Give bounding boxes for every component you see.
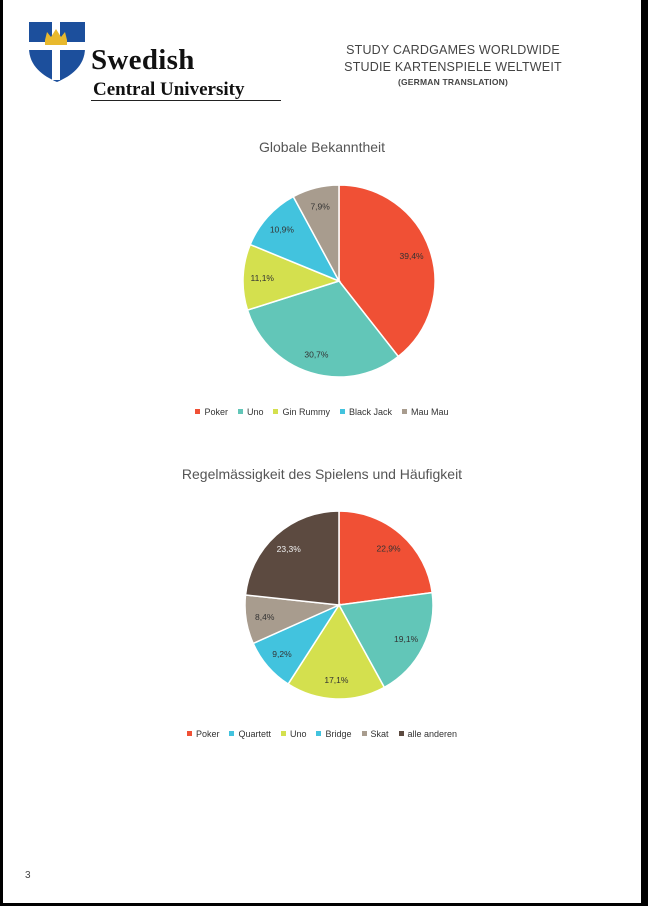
chart-2-data-label-3: 9,2% xyxy=(272,649,292,660)
chart-2-data-label-0: 22,9% xyxy=(376,543,401,554)
chart-1-title: Globale Bekanntheit xyxy=(258,139,386,155)
chart-2-legend-item-3 xyxy=(316,729,351,739)
chart-1-legend-item-3 xyxy=(340,407,392,417)
logo-underline xyxy=(91,100,281,101)
document-page xyxy=(3,0,641,903)
chart-2-legend-label-5: alle anderen xyxy=(407,729,458,739)
chart-2-title: Regelmässigkeit des Spielens und Häufigkeit xyxy=(181,466,463,482)
chart-1-legend-item-2 xyxy=(273,407,330,417)
chart-2-legend xyxy=(3,729,641,739)
chart-1-legend-swatch-1 xyxy=(238,409,243,414)
chart-2-legend-label-0: Poker xyxy=(195,729,220,739)
chart-1-legend-swatch-4 xyxy=(402,409,407,414)
chart-2-legend-label-4: Skat xyxy=(370,729,389,739)
chart-2-legend-swatch-3 xyxy=(316,731,321,736)
chart-1-legend-label-3: Black Jack xyxy=(349,407,393,417)
page-number: 3 xyxy=(25,870,31,881)
chart-2-legend-label-2: Uno xyxy=(289,729,307,739)
chart-2-legend-swatch-1 xyxy=(229,731,234,736)
chart-1-legend-item-0 xyxy=(195,407,228,417)
chart-1-legend-label-4: Mau Mau xyxy=(411,407,449,417)
chart-1-legend-label-0: Poker xyxy=(204,407,228,417)
chart-1-legend-swatch-3 xyxy=(340,409,345,414)
chart-1-legend-label-2: Gin Rummy xyxy=(282,407,330,417)
chart-1-data-label-0: 39,4% xyxy=(399,250,424,261)
chart-2-legend-label-1: Quartett xyxy=(238,729,271,739)
chart-2-legend-label-3: Bridge xyxy=(325,729,352,739)
university-logo xyxy=(27,18,267,104)
chart-2-data-label-4: 8,4% xyxy=(255,611,275,622)
chart-2-data-label-5: 23,3% xyxy=(276,544,301,555)
chart-2-legend-item-4 xyxy=(362,729,389,739)
chart-2-pie xyxy=(3,500,641,710)
chart-2-legend-item-2 xyxy=(281,729,307,739)
study-subtitle: (GERMAN TRANSLATION) xyxy=(397,77,509,87)
chart-1-pie xyxy=(3,170,641,390)
shield-crown-icon xyxy=(27,18,87,84)
chart-2-data-label-1: 19,1% xyxy=(394,633,419,644)
chart-2-legend-item-5 xyxy=(399,729,458,739)
chart-2-legend-item-0 xyxy=(187,729,220,739)
chart-1-data-label-2: 11,1% xyxy=(250,272,275,283)
university-name-line-1: Swedish xyxy=(91,44,195,76)
study-title-block xyxy=(303,42,603,89)
chart-1-legend-label-1: Uno xyxy=(246,407,264,417)
chart-2-legend-item-1 xyxy=(229,729,271,739)
chart-2-slice-0 xyxy=(339,511,432,605)
chart-1-legend-swatch-2 xyxy=(273,409,278,414)
chart-2-data-label-2: 17,1% xyxy=(324,675,349,686)
chart-1-legend-swatch-0 xyxy=(195,409,200,414)
chart-1-data-label-3: 10,9% xyxy=(269,224,294,235)
chart-2-legend-swatch-4 xyxy=(362,731,367,736)
chart-2-legend-swatch-5 xyxy=(399,731,404,736)
chart-2-slice-5 xyxy=(246,511,339,605)
chart-1-legend xyxy=(3,407,641,417)
university-name-line-2: Central University xyxy=(93,79,245,100)
chart-2-legend-swatch-0 xyxy=(187,731,192,736)
chart-1-legend-item-1 xyxy=(238,407,264,417)
study-title-english: STUDY CARDGAMES WORLDWIDE xyxy=(346,43,560,57)
chart-1-legend-item-4 xyxy=(402,407,449,417)
study-title-german: STUDIE KARTENSPIELE WELTWEIT xyxy=(344,60,562,74)
chart-1-data-label-1: 30,7% xyxy=(304,349,329,360)
chart-1-data-label-4: 7,9% xyxy=(310,201,330,212)
chart-2-legend-swatch-2 xyxy=(281,731,286,736)
